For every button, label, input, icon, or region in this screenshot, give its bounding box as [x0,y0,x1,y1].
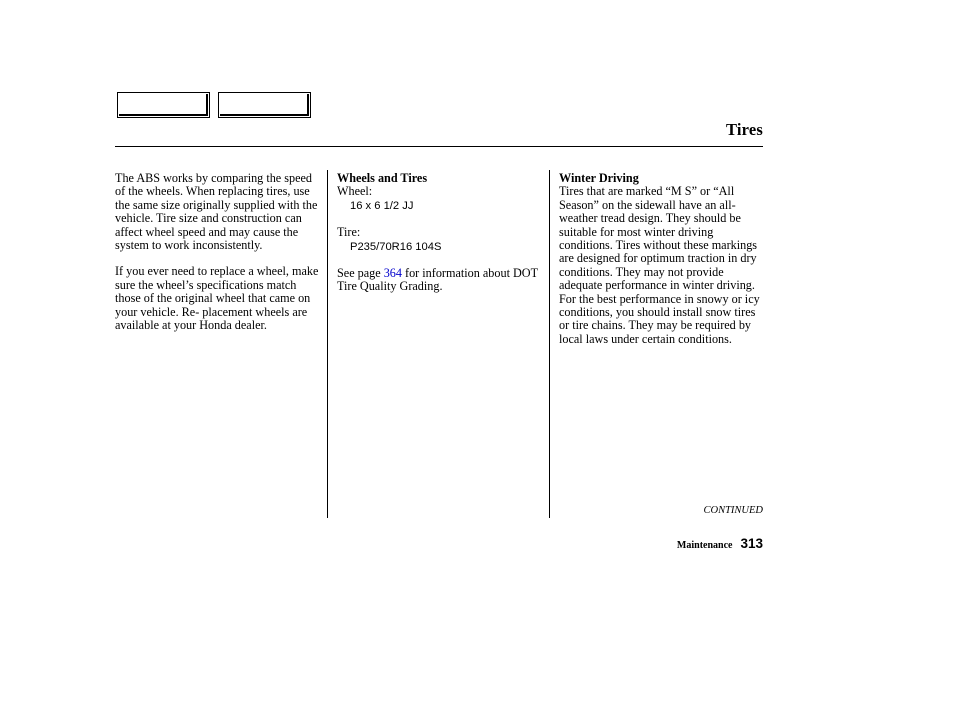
column-abs-wheels [115,172,321,332]
column-winter-driving [559,172,763,346]
see-page-suffix: for information about DOT Tire Quality Grading. [337,266,538,294]
continued-label: CONTINUED [703,505,763,516]
column-wheels-and-tires [337,172,543,294]
column-divider [327,170,328,518]
page-footer [677,536,763,551]
page-number: 313 [740,536,763,551]
wheels-and-tires-heading: Wheels and Tires [337,171,428,185]
wheel-label: Wheel: [337,184,373,199]
nav-button-next[interactable] [218,92,311,118]
abs-paragraph: The ABS works by comparing the speed of the wheels. When replacing tires, use the same size originally supplied with the vehicle. Tire size and construction can affect wheel speed and may cause the system to work inconsistently. [115,171,318,253]
page-link[interactable]: 364 [383,266,402,281]
nav-button-previous[interactable] [117,92,210,118]
wheel-spec: 16 x 6 1/2 JJ [350,199,414,212]
see-page-prefix: See page [337,266,381,281]
winter-driving-heading: Winter Driving [559,171,639,185]
tire-spec: P235/70R16 104S [350,240,442,253]
snow-tires-paragraph: For the best performance in snowy or icy conditions, you should install snow tires or tire chains. They may be required by local laws under certain conditions. [559,291,760,346]
page-title: Tires [725,120,763,139]
wheel-replacement-paragraph: If you ever need to replace a wheel, make sure the wheel’s specifications match those of the original wheel that came on your vehicle. Re- placement wheels are available at your Honda dealer. [115,264,319,333]
title-divider [115,146,763,147]
see-page-paragraph [337,267,543,294]
section-name: Maintenance [676,540,733,551]
winter-tires-paragraph: Tires that are marked “M S” or “All Season” on the sidewall have an all-weather tread design. They should be suitable for most winter driving conditions. Tires without these markings are designed for optimum traction in dry conditions. They may not provide adequate performance in winter driving. [559,184,758,293]
tire-label: Tire: [337,225,361,240]
column-divider [549,170,550,518]
